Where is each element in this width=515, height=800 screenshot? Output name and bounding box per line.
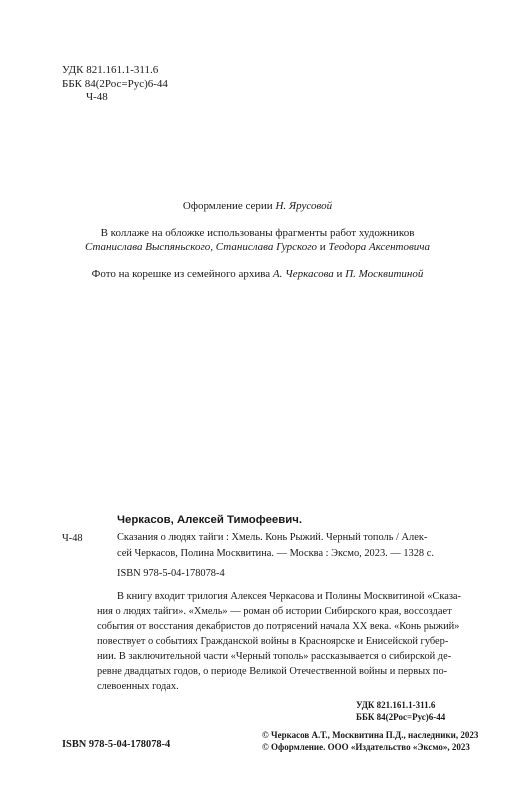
series-design-name: Н. Ярусовой: [275, 200, 333, 212]
spine-photo-name: А. Черкасова: [272, 268, 334, 280]
annotation-line: события от восстания декабристов до потрясений начала ХХ века. «Конь рыжий»: [97, 621, 460, 632]
artist-join: и: [319, 240, 326, 253]
annotation-line: нии. В заключительной части «Черный тополь» рассказывается о сибирской де-: [97, 651, 452, 662]
catalog-isbn: ISBN 978-5-04-178078-4: [117, 568, 225, 579]
artist-name: Теодора Аксентовича: [328, 240, 431, 253]
annotation-line: В книгу входит трилогия Алексея Черкасова и Полины Москвитиной «Сказа-: [117, 591, 461, 602]
catalog-title: [97, 530, 492, 561]
copyright-block: [262, 729, 478, 753]
spine-photo-join: и: [336, 268, 343, 280]
copyright-line: © Оформление. ООО «Издательство «Эксмо», 2023: [262, 742, 470, 752]
catalog-title-line: сей Черкасов, Полина Москвитина. — Москва : Эксмо, 2023. — 1328 с.: [117, 547, 434, 559]
top-codes: [62, 64, 168, 105]
bbk-code: ББК 84(2Рос=Рус)6-44: [62, 77, 168, 90]
bbk-code: ББК 84(2Рос=Рус)6-44: [356, 712, 446, 722]
udk-code: УДК 821.161.1-311.6: [62, 64, 159, 76]
annotation-line: ревне двадцатых годов, о периоде Великой Отечественной войны и первых по-: [97, 666, 448, 677]
collage-credit: [0, 227, 515, 254]
collage-line: В коллаже на обложке использованы фрагменты работ художников: [100, 227, 415, 239]
spine-photo-label: Фото на корешке из семейного архива: [91, 268, 271, 280]
udk-code: УДК 821.161.1-311.6: [356, 700, 436, 710]
spine-photo-credit: [0, 268, 515, 282]
annotation-line: ния о людях тайги». «Хмель» — роман об истории Сибирского края, воссоздает: [97, 606, 452, 617]
artist-name: Станислава Выспяньского,: [84, 240, 214, 253]
annotation-line: повествует о событиях Гражданской войны в Красноярске и Енисейской губер-: [97, 636, 449, 647]
copyright-line: © Черкасов А.Т., Москвитина П.Д., наследники, 2023: [262, 730, 479, 740]
series-design-credit: [0, 200, 515, 214]
annotation: [97, 589, 492, 694]
footer-isbn: ISBN 978-5-04-178078-4: [62, 739, 171, 750]
author-sign: Ч-48: [86, 91, 108, 103]
bottom-codes: [356, 699, 445, 723]
catalog-sign: Ч-48: [62, 533, 83, 544]
catalog-title-line: Сказания о людях тайги : Хмель. Конь Рыжий. Черный тополь / Алек-: [117, 532, 428, 543]
artist-name: Станислава Гурского: [215, 240, 318, 253]
spine-photo-name: П. Москвитиной: [345, 268, 424, 280]
series-design-label: Оформление серии: [182, 200, 273, 212]
author-heading: Черкасов, Алексей Тимофеевич.: [117, 514, 303, 526]
annotation-line: слевоенных годах.: [97, 681, 179, 692]
